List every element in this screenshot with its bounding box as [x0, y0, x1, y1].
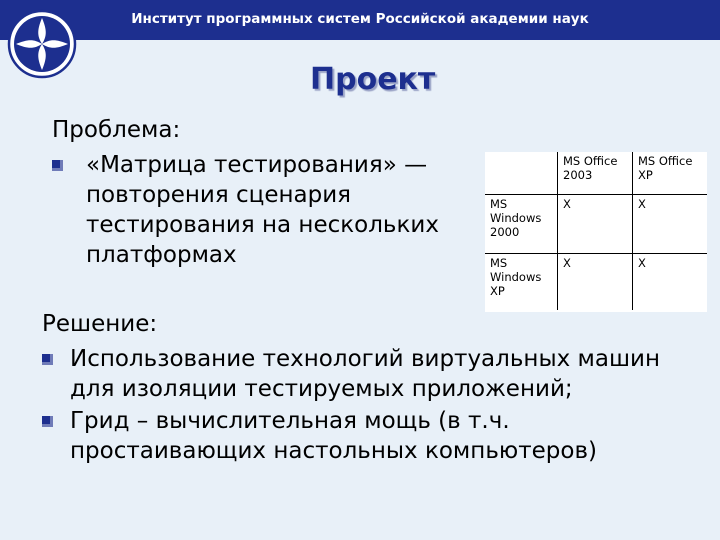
table-row-header: MS Windows 2000: [485, 195, 558, 254]
table-row: [485, 195, 707, 254]
table-column-header: MS Office 2003: [558, 152, 633, 195]
table-cell: X: [558, 254, 633, 311]
problem-list: [52, 150, 452, 270]
square-bullet-icon: [52, 160, 63, 171]
table-corner-cell: [485, 152, 558, 195]
table-cell: X: [633, 195, 708, 254]
square-bullet-icon: [42, 416, 53, 427]
square-bullet-icon: [42, 354, 53, 365]
solution-list: [42, 344, 702, 468]
solution-item-text: Грид – вычислительная мощь (в т.ч. простаивающих настольных компьютеров): [70, 408, 597, 464]
table-row-header: MS Windows XP: [485, 254, 558, 311]
list-item: [42, 344, 702, 404]
list-item: [42, 406, 702, 466]
test-matrix-table: [485, 152, 707, 312]
ipsras-emblem-icon: [6, 4, 78, 84]
table-cell: X: [638, 256, 646, 270]
header-bar: [0, 0, 720, 40]
solution-item-text: Использование технологий виртуальных машин для изоляции тестируемых приложений;: [70, 346, 661, 402]
problem-heading: Проблема:: [52, 117, 181, 143]
table-row: [485, 254, 707, 311]
solution-heading: Решение:: [42, 311, 158, 337]
table-cell: X: [558, 195, 633, 254]
list-item: [52, 150, 452, 270]
table-column-header: MS Office XP: [633, 152, 708, 195]
slide-title: Проект: [310, 62, 436, 97]
problem-item-text: «Матрица тестирования» — повторения сценария тестирования на нескольких платформах: [86, 152, 439, 268]
table-header-row: [485, 152, 707, 195]
header-title: Институт программных систем Российской академии наук: [131, 11, 589, 27]
